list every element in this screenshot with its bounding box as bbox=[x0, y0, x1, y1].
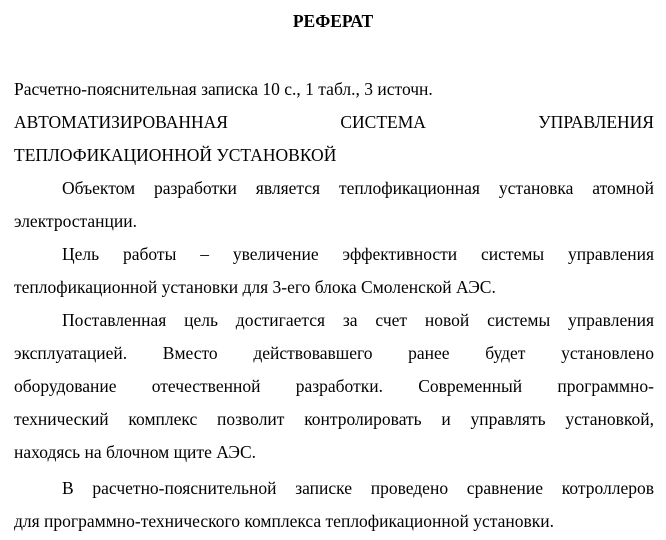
heading-word-1: АВТОМАТИЗИРОВАННАЯ bbox=[14, 112, 228, 132]
heading-line-1 bbox=[14, 111, 654, 133]
heading-word-3: УПРАВЛЕНИЯ bbox=[538, 112, 654, 132]
paragraph-2-line-1: Цель работы – увеличение эффективности системы управления bbox=[62, 244, 654, 264]
paragraph-1-line-1: Объектом разработки является теплофикационная установка атомной bbox=[62, 178, 654, 198]
paragraph-4-line-2: для программно-технического комплекса теплофикационной установки. bbox=[14, 511, 554, 531]
summary-line: Расчетно-пояснительная записка 10 с., 1 табл., 3 источн. bbox=[14, 79, 433, 99]
paragraph-4-line-1: В расчетно-пояснительной записке проведено сравнение котроллеров bbox=[62, 478, 654, 498]
paragraph-3-line-2: эксплуатацией. Вместо действовавшего ранее будет установлено bbox=[14, 343, 654, 363]
heading-line-2: ТЕПЛОФИКАЦИОННОЙ УСТАНОВКОЙ bbox=[14, 145, 337, 165]
paragraph-3-line-4: технический комплекс позволит контролировать и управлять установкой, bbox=[14, 409, 654, 429]
paragraph-1-line-2: электростанции. bbox=[14, 211, 137, 231]
paragraph-3-line-3: оборудование отечественной разработки. Современный программно- bbox=[14, 376, 654, 396]
paragraph-3-line-5: находясь на блочном щите АЭС. bbox=[14, 442, 257, 462]
paragraph-3-line-1: Поставленная цель достигается за счет новой системы управления bbox=[62, 310, 654, 330]
paragraph-2-line-2: теплофикационной установки для 3-его блока Смоленской АЭС. bbox=[14, 277, 496, 297]
document-title: РЕФЕРАТ bbox=[292, 11, 374, 31]
heading-word-2: СИСТЕМА bbox=[340, 112, 426, 132]
